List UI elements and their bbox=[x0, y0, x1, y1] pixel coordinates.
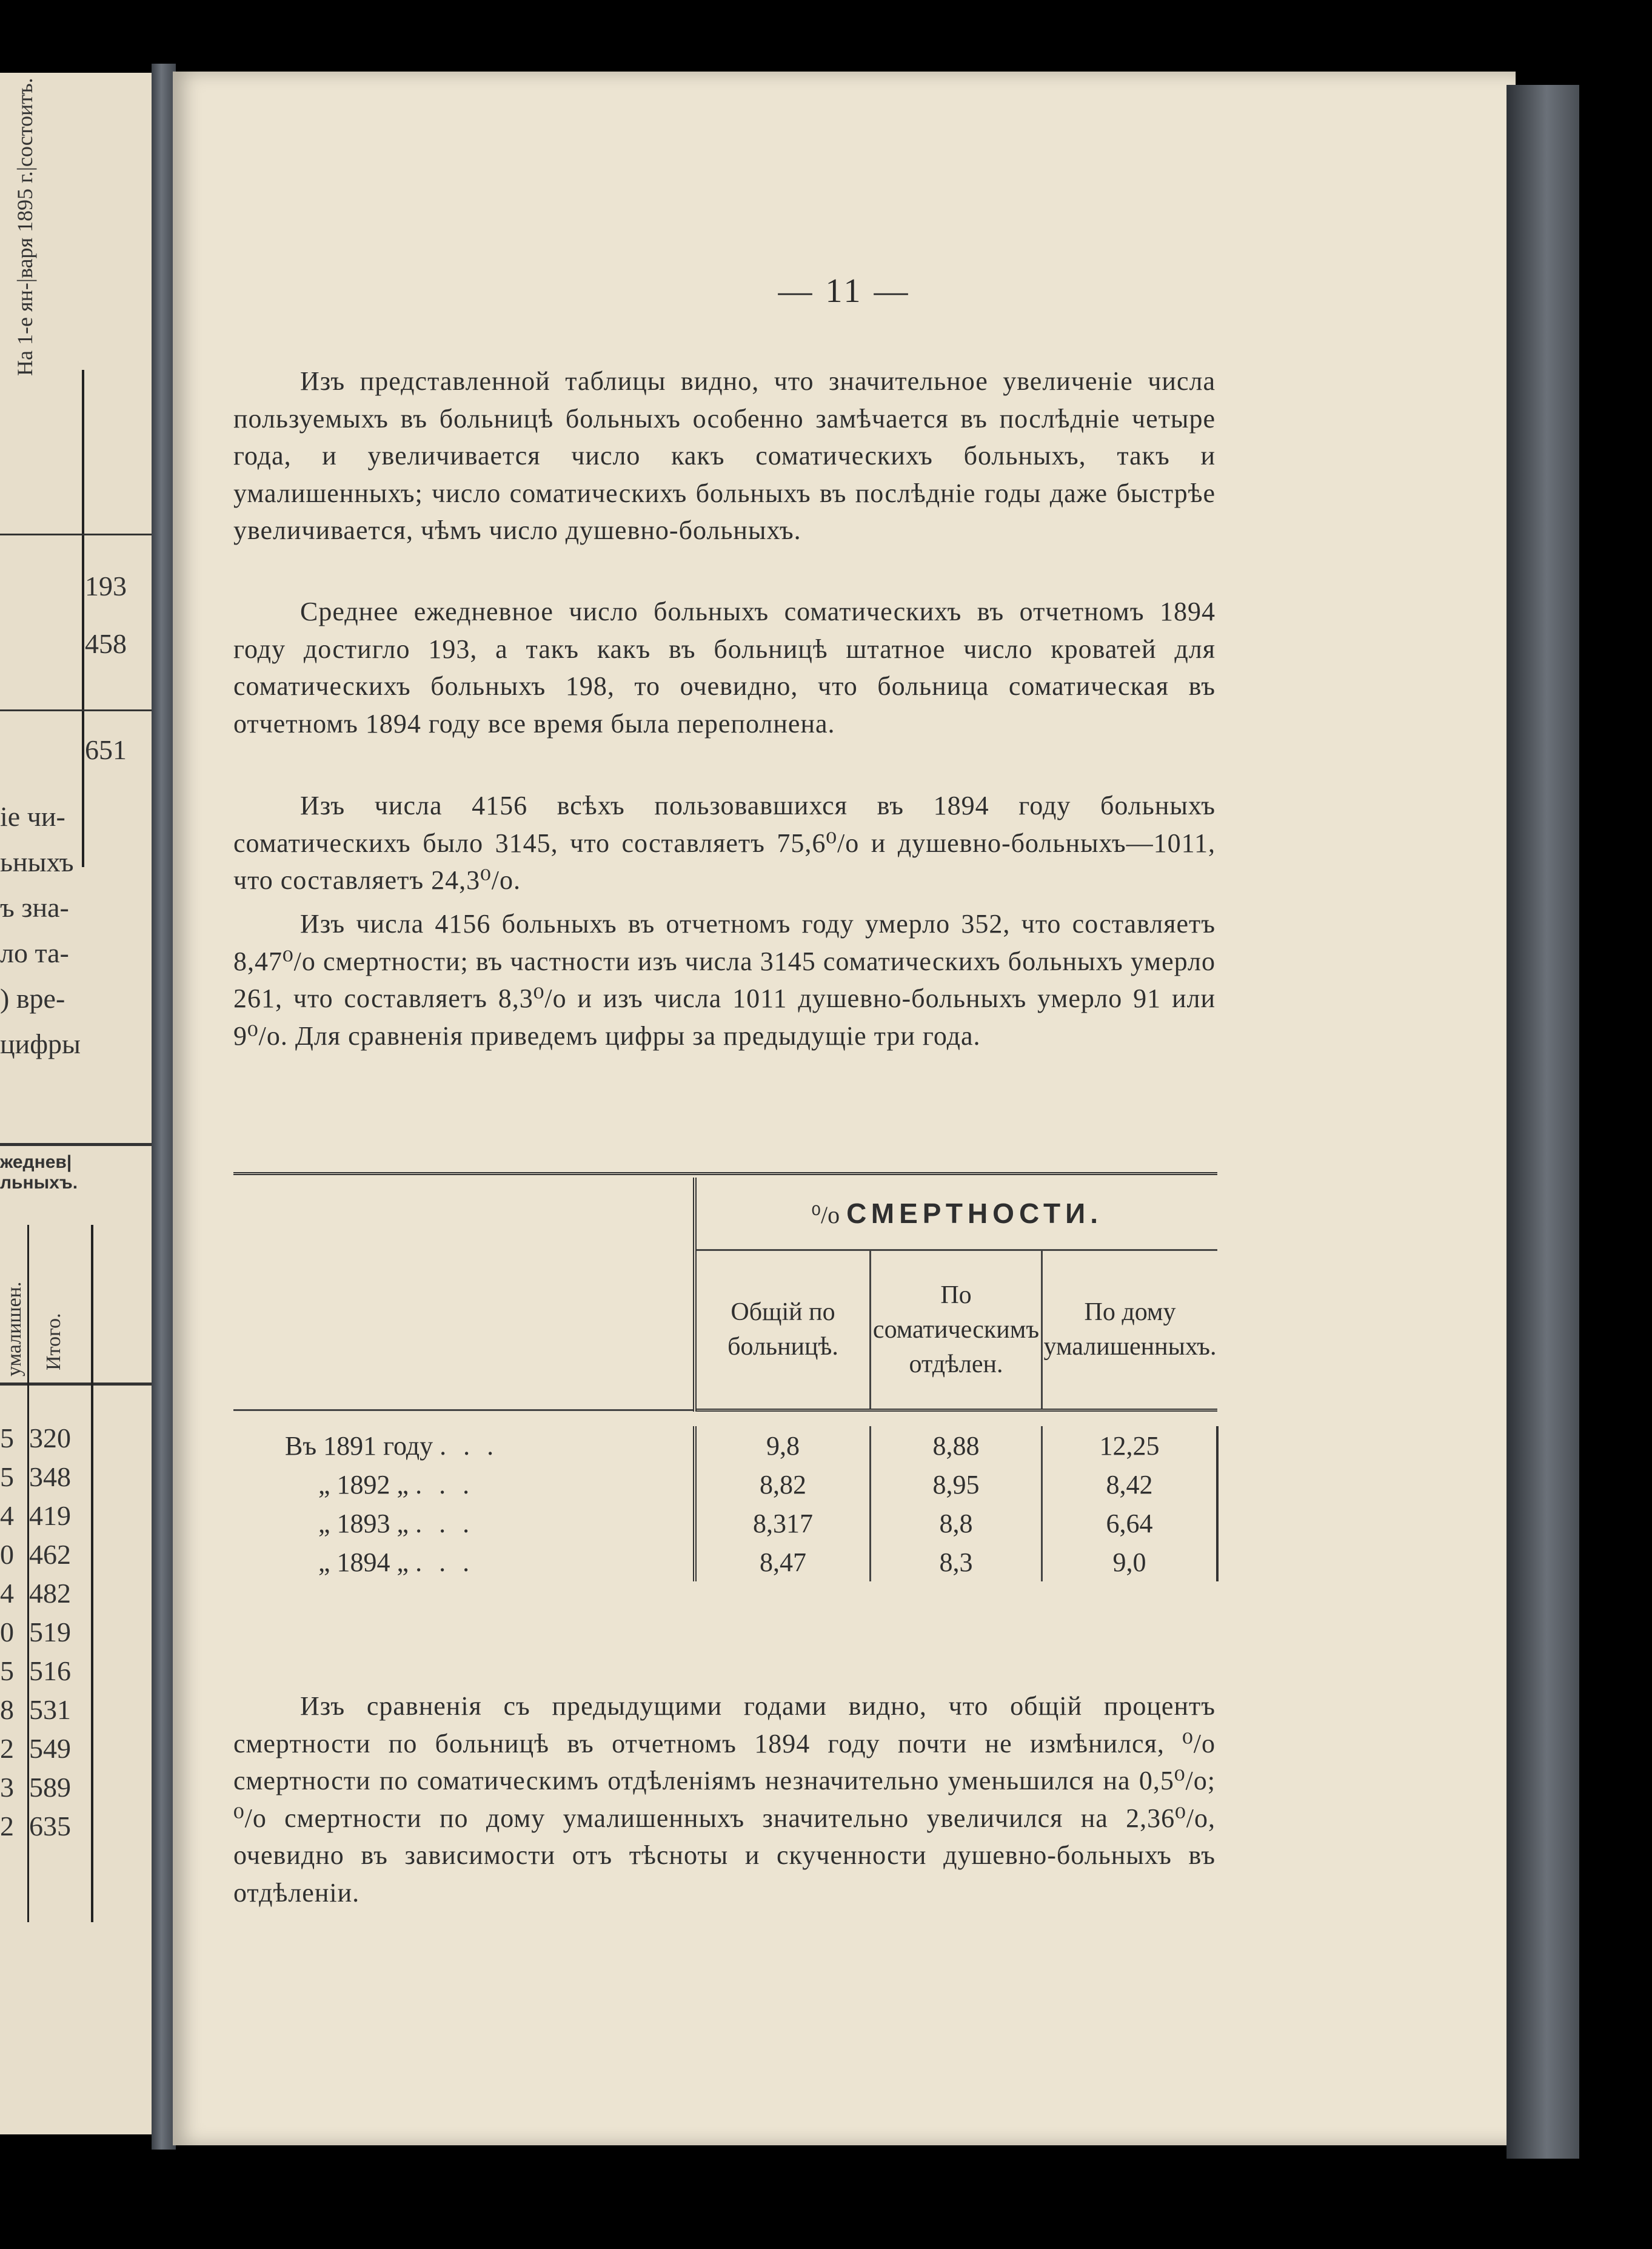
book-cover-edge bbox=[1507, 85, 1579, 2159]
leader-dots: ... bbox=[415, 1508, 487, 1538]
cell-asylum: 9,0 bbox=[1042, 1543, 1218, 1581]
left-top-value: 651 bbox=[85, 734, 127, 765]
cell-asylum: 6,64 bbox=[1042, 1504, 1218, 1543]
left-row-cell-b: 549 bbox=[29, 1733, 71, 1764]
left-text-fragment: цифры bbox=[0, 1028, 81, 1059]
table-row bbox=[233, 1504, 1217, 1543]
row-label bbox=[233, 1543, 695, 1581]
paragraph-5: Изъ сравненія съ предыдущими годами видно, что общій процентъ смертности по больницѣ въ отчетномъ 1894 году почти не измѣнился, ⁰/о смертности по соматическимъ отдѣленіямъ незначительно уменьшился на 0,5⁰/о; ⁰/о смертности по дому умалишенныхъ значительно увеличился на 2,36⁰/о, очевидно въ зависимости отъ тѣсноты и скученности душевно-больныхъ въ отдѣленіи. bbox=[233, 1691, 1216, 1908]
col-header-somatic: По соматическимъ отдѣлен. bbox=[871, 1250, 1042, 1410]
mortality-table-grid bbox=[233, 1172, 1219, 1581]
left-lower-table-rule bbox=[0, 1143, 155, 1146]
left-text-fragment: ьныхъ bbox=[0, 846, 74, 877]
left-table-border bbox=[82, 370, 84, 867]
cell-total: 8,317 bbox=[695, 1504, 871, 1543]
left-row-cell-a: 5 bbox=[0, 1461, 14, 1492]
col-header-asylum: По дому умалишенныхъ. bbox=[1042, 1250, 1218, 1410]
table-row bbox=[233, 1426, 1217, 1465]
col-header-total: Общій по больницѣ. bbox=[695, 1250, 871, 1410]
left-row-cell-a: 5 bbox=[0, 1423, 14, 1453]
left-row-cell-b: 516 bbox=[29, 1655, 71, 1686]
table-row bbox=[233, 1543, 1217, 1581]
cell-total: 8,82 bbox=[695, 1465, 871, 1504]
left-top-value: 458 bbox=[85, 628, 127, 659]
cell-total: 9,8 bbox=[695, 1426, 871, 1465]
cell-asylum: 8,42 bbox=[1042, 1465, 1218, 1504]
table-row bbox=[233, 1465, 1217, 1504]
table-group-pct: ⁰/о bbox=[811, 1201, 840, 1228]
page-number: — 11 — bbox=[778, 272, 911, 310]
left-row-cell-b: 519 bbox=[29, 1617, 71, 1647]
left-lower-table-header: жеднев|льныхъ. bbox=[0, 1152, 78, 1193]
paragraph-2: Среднее ежедневное число больныхъ соматическихъ въ отчетномъ 1894 году достигло 193, а такъ какъ въ больницѣ штатное число кроватей для соматическихъ больныхъ 198, то очевидно, что больница соматическая въ отчетномъ 1894 году все время была переполнена. bbox=[233, 597, 1216, 739]
row-year: „ 1894 „ bbox=[318, 1547, 409, 1577]
left-top-value: 193 bbox=[85, 571, 127, 602]
left-row-cell-b: 589 bbox=[29, 1772, 71, 1803]
left-text-fragment: іе чи- bbox=[0, 801, 65, 832]
right-page bbox=[173, 72, 1516, 2145]
left-row-cell-b: 482 bbox=[29, 1578, 71, 1609]
left-row-cell-a: 4 bbox=[0, 1578, 14, 1609]
leader-dots: ... bbox=[415, 1547, 487, 1577]
cell-total: 8,47 bbox=[695, 1543, 871, 1581]
left-row-cell-a: 4 bbox=[0, 1500, 14, 1531]
left-text-fragment: ло та- bbox=[0, 937, 69, 968]
cell-somatic: 8,88 bbox=[871, 1426, 1042, 1465]
left-lower-table-rule bbox=[0, 1383, 155, 1386]
paragraph-3: Изъ числа 4156 всѣхъ пользовавшихся въ 1894 году больныхъ соматическихъ было 3145, что составляетъ 75,6⁰/о и душевно-больныхъ—1011, что составляетъ 24,3⁰/о. bbox=[233, 791, 1216, 895]
left-row-cell-a: 8 bbox=[0, 1694, 14, 1725]
left-lower-col-border bbox=[91, 1225, 93, 1922]
left-lower-col-header: умалишен. bbox=[3, 1281, 25, 1376]
left-row-cell-b: 419 bbox=[29, 1500, 71, 1531]
cell-somatic: 8,3 bbox=[871, 1543, 1042, 1581]
left-row-cell-a: 2 bbox=[0, 1811, 14, 1842]
left-table-rule bbox=[0, 709, 155, 711]
left-row-cell-a: 5 bbox=[0, 1655, 14, 1686]
table-group-title: СМЕРТНОСТИ. bbox=[846, 1198, 1103, 1229]
left-row-cell-a: 0 bbox=[0, 1617, 14, 1647]
row-label bbox=[233, 1504, 695, 1543]
row-year: „ 1893 „ bbox=[318, 1508, 409, 1538]
left-row-cell-a: 0 bbox=[0, 1539, 14, 1570]
left-text-fragment: ъ зна- bbox=[0, 892, 69, 923]
left-header-vertical: На 1-е ян-|варя 1895 г.|состоитъ. bbox=[13, 78, 37, 376]
cell-somatic: 8,8 bbox=[871, 1504, 1042, 1543]
left-row-cell-b: 531 bbox=[29, 1694, 71, 1725]
table-group-header bbox=[695, 1178, 1217, 1250]
left-text-fragment: ) вре- bbox=[0, 983, 65, 1014]
left-row-cell-b: 635 bbox=[29, 1811, 71, 1842]
leader-dots: ... bbox=[440, 1430, 511, 1461]
left-row-cell-a: 3 bbox=[0, 1772, 14, 1803]
left-page-fragment bbox=[0, 73, 169, 2134]
row-year: Въ 1891 году bbox=[285, 1430, 433, 1461]
paragraph-1: Изъ представленной таблицы видно, что значительное увеличеніе числа пользуемыхъ въ больницѣ больныхъ особенно замѣчается въ послѣдніе четыре года, и увеличивается число какъ соматическихъ больныхъ, такъ и умалишенныхъ; число соматическихъ больныхъ въ послѣдніе годы даже быстрѣе увеличивается, чѣмъ число душевно-больныхъ. bbox=[233, 366, 1216, 545]
left-table-rule bbox=[0, 534, 155, 535]
table-corner-cell bbox=[233, 1178, 695, 1410]
left-lower-col-header: Итого. bbox=[42, 1313, 65, 1370]
row-label bbox=[233, 1465, 695, 1504]
left-row-cell-b: 320 bbox=[29, 1423, 71, 1453]
left-row-cell-b: 348 bbox=[29, 1461, 71, 1492]
mortality-table bbox=[233, 1172, 1219, 1675]
cell-somatic: 8,95 bbox=[871, 1465, 1042, 1504]
row-year: „ 1892 „ bbox=[318, 1469, 409, 1500]
book-binding bbox=[152, 64, 176, 2150]
leader-dots: ... bbox=[415, 1469, 487, 1500]
cell-asylum: 12,25 bbox=[1042, 1426, 1218, 1465]
row-label bbox=[233, 1426, 695, 1465]
paragraph-4: Изъ числа 4156 больныхъ въ отчетномъ году умерло 352, что составляетъ 8,47⁰/о смертности; въ частности изъ числа 3145 соматическихъ больныхъ умерло 261, что составляетъ 8,3⁰/о и изъ числа 1011 душевно-больныхъ умерло 91 или 9⁰/о. Для сравненія приведемъ цифры за предыдущіе три года. bbox=[233, 909, 1216, 1051]
left-row-cell-a: 2 bbox=[0, 1733, 14, 1764]
left-row-cell-b: 462 bbox=[29, 1539, 71, 1570]
